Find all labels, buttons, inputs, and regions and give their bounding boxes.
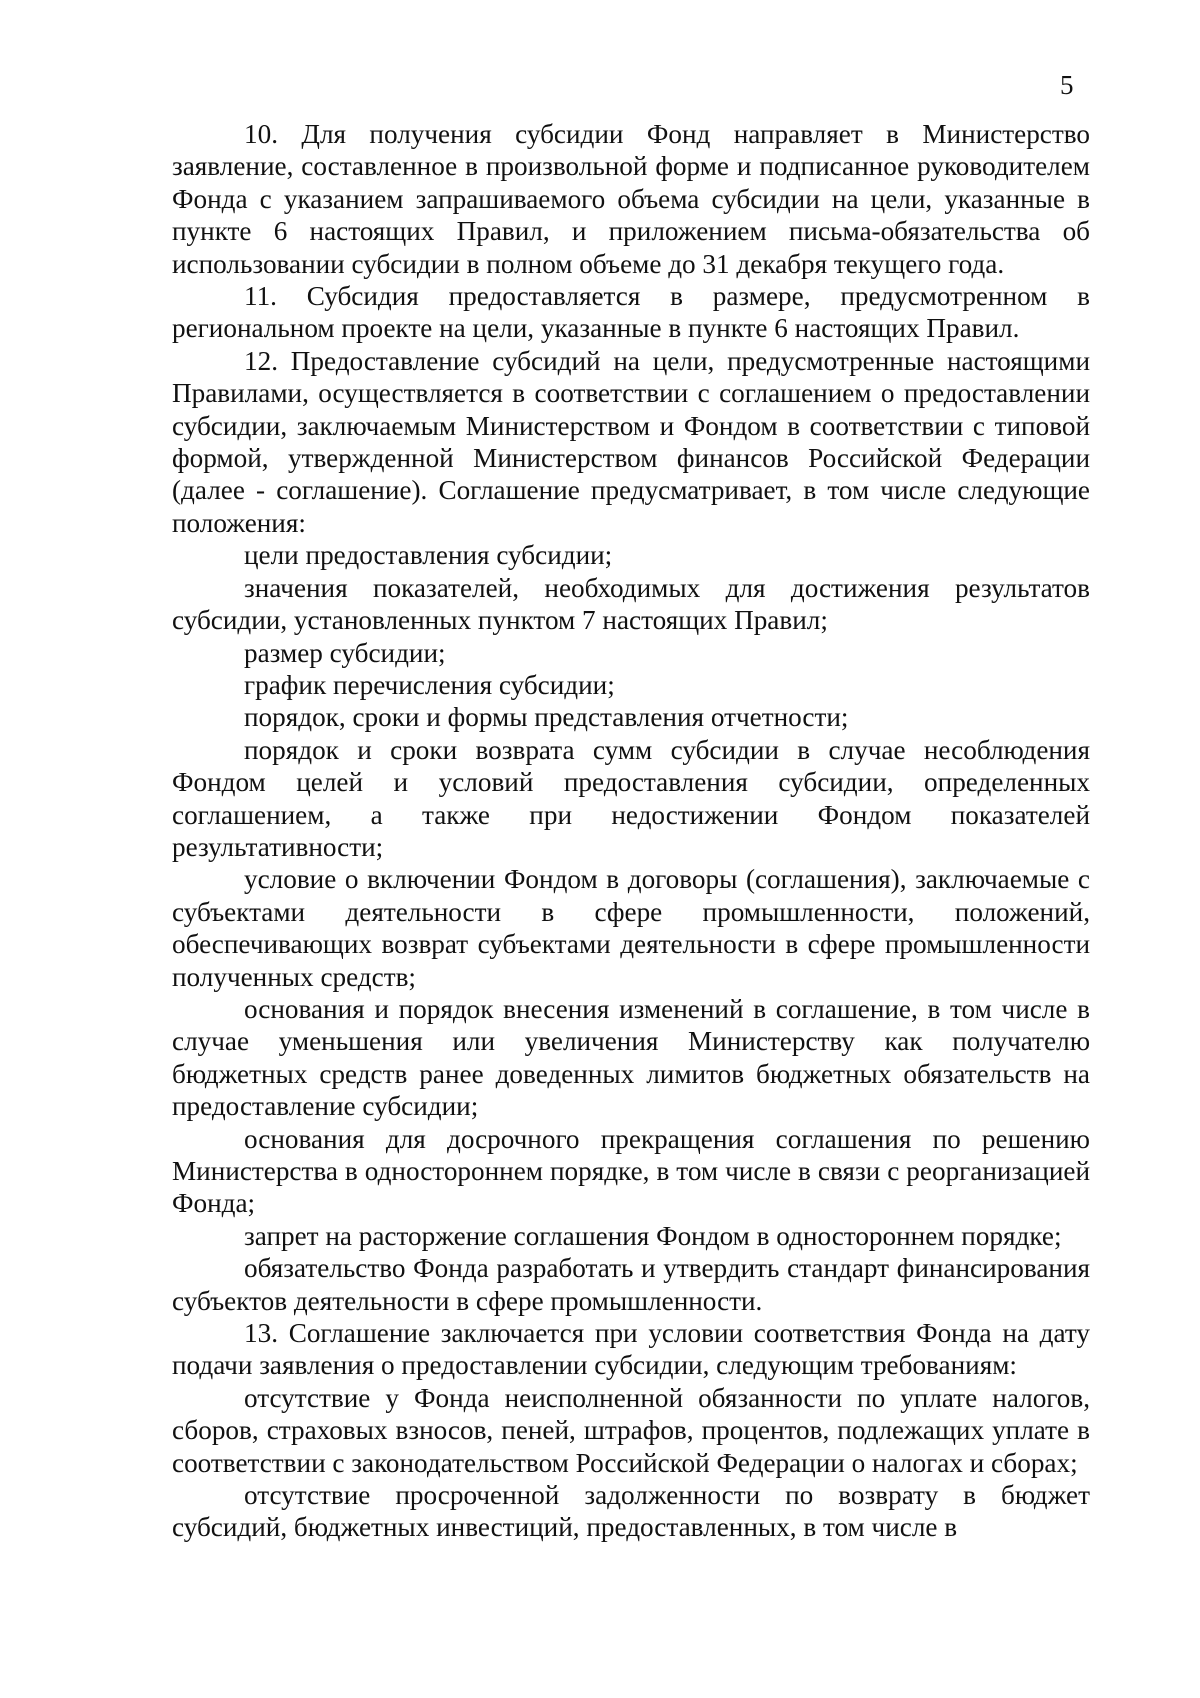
- list-item-goals: цели предоставления субсидии;: [244, 540, 613, 571]
- list-item-indicators: значения показателей, необходимых для достижения результатов субсидии, установленных пунктом 7 настоящих Правил;: [172, 572, 1090, 636]
- list-item-amount: размер субсидии;: [244, 637, 446, 668]
- list-item-prohibition: запрет на расторжение соглашения Фондом в одностороннем порядке;: [244, 1220, 1062, 1251]
- paragraph-13: 13. Соглашение заключается при условии соответствия Фонда на дату подачи заявления о предоставлении субсидии, следующим требованиям:: [172, 1318, 1090, 1381]
- list-item-contract-condition: условие о включении Фондом в договоры (соглашения), заключаемые с субъектами деятельности в сфере промышленности, положений, обеспечивающих возврат субъектами деятельности в сфере промышленности полученных средств;: [172, 864, 1090, 992]
- list-item-amendments: основания и порядок внесения изменений в соглашение, в том числе в случае уменьшения или увеличения Министерству как получателю бюджетных средств ранее доведенных лимитов бюджетных обязательств на предоставление субсидии;: [172, 993, 1090, 1122]
- paragraph-12: 12. Предоставление субсидий на цели, предусмотренные настоящими Правилами, осуществляется в соответствии с соглашением о предоставлении субсидии, заключаемым Министерством и Фондом в соответствии с типовой формой, утвержденной Министерством финансов Российской Федерации (далее - соглашение). Соглашение предусматривает, в том числе следующие положения:: [172, 345, 1090, 538]
- paragraph-10: 10. Для получения субсидии Фонд направляет в Министерство заявление, составленное в произвольной форме и подписанное руководителем Фонда с указанием запрашиваемого объема субсидии на цели, указанные в пункте 6 настоящих Правил, и приложением письма-обязательства об использовании субсидии в полном объеме до 31 декабря текущего года.: [172, 119, 1090, 279]
- list-item-standard: обязательство Фонда разработать и утвердить стандарт финансирования субъектов деятельности в сфере промышленности.: [172, 1253, 1090, 1316]
- requirement-no-tax-debt: отсутствие у Фонда неисполненной обязанности по уплате налогов, сборов, страховых взносов, пеней, штрафов, процентов, подлежащих уплате в соответствии с законодательством Российской Федерации о налогах и сборах;: [172, 1382, 1090, 1478]
- document-body: [172, 118, 1090, 1544]
- list-item-termination: основания для досрочного прекращения соглашения по решению Министерства в одностороннем порядке, в том числе в связи с реорганизацией Фонда;: [172, 1123, 1090, 1219]
- list-item-reporting: порядок, сроки и формы представления отчетности;: [244, 702, 849, 733]
- paragraph-11: 11. Субсидия предоставляется в размере, предусмотренном в региональном проекте на цели, указанные в пункте 6 настоящих Правил.: [172, 281, 1090, 344]
- requirement-no-overdue-debt: отсутствие просроченной задолженности по возврату в бюджет субсидий, бюджетных инвестиций, предоставленных, в том числе в: [172, 1480, 1090, 1543]
- page-number: 5: [1060, 70, 1074, 100]
- list-item-refund: порядок и сроки возврата сумм субсидии в случае несоблюдения Фондом целей и условий предоставления субсидии, определенных соглашением, а также при недостижении Фондом показателей результативности;: [172, 734, 1090, 862]
- list-item-schedule: график перечисления субсидии;: [244, 669, 615, 700]
